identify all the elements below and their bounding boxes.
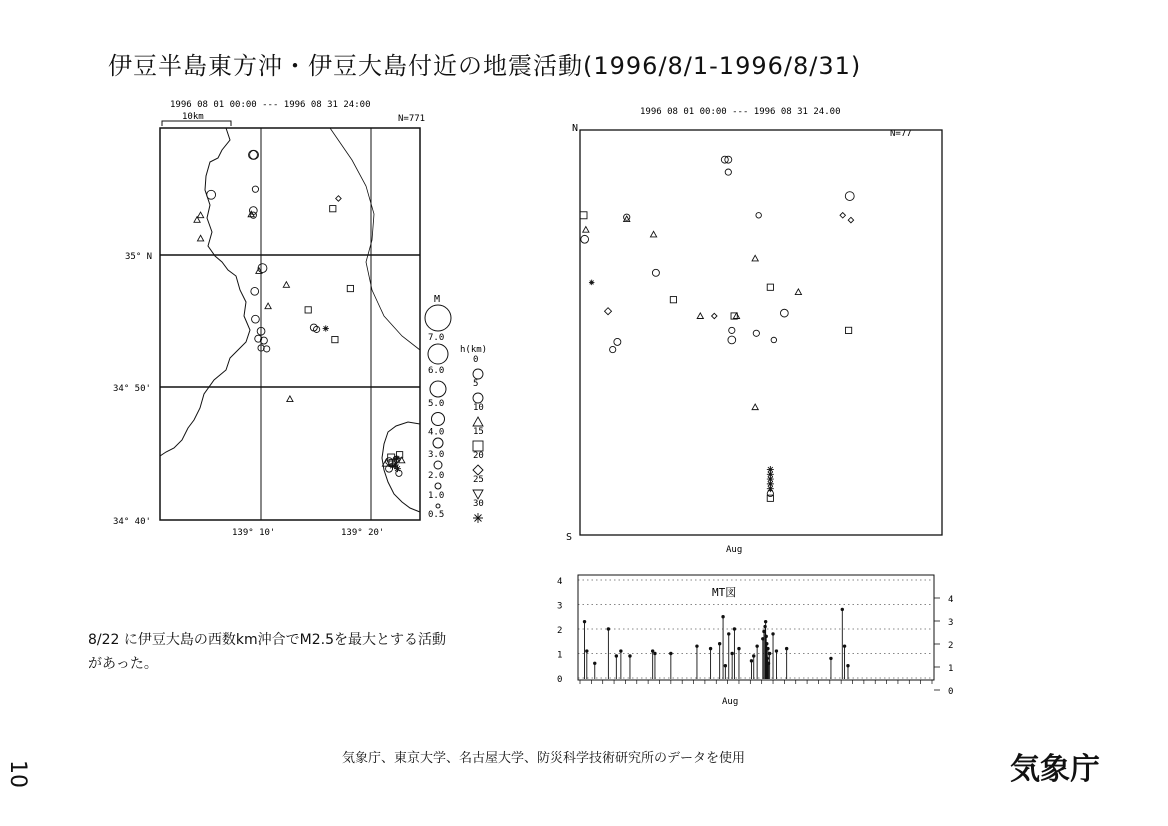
mt-bar <box>843 644 846 679</box>
mt-bar <box>841 608 844 679</box>
description <box>88 628 508 676</box>
legend-h-item <box>473 427 484 451</box>
mt-ytick-right: 1 <box>948 664 954 674</box>
page-number: 10 <box>5 760 30 788</box>
legend-h-label: 0 <box>473 355 479 365</box>
mt-diagram <box>557 575 953 707</box>
legend-m-item <box>428 483 444 501</box>
map-point <box>323 325 329 331</box>
legend-h-symbol <box>473 417 483 426</box>
mt-bar <box>607 627 610 679</box>
legend-magnitude <box>425 305 451 520</box>
legend-m-item <box>428 344 448 376</box>
mt-ytick-left: 0 <box>557 675 563 685</box>
lon-tick-13910: 139° 10' <box>232 528 276 538</box>
mt-xlabel: Aug <box>722 697 739 707</box>
mt-bar <box>628 654 631 679</box>
izu-peninsula-coastline <box>160 128 250 456</box>
mt-ytick-right: 4 <box>948 595 954 605</box>
legend-h-title: h(km) <box>460 345 488 355</box>
lat-tick-3450: 34° 50' <box>113 384 151 394</box>
legend-m-label: 3.0 <box>428 450 445 460</box>
st-point <box>756 213 761 218</box>
st-point <box>580 212 587 219</box>
mt-bar <box>724 664 727 679</box>
map-header: 1996 08 01 00:00 --- 1996 08 31 24:00 <box>170 100 371 110</box>
st-point <box>845 327 851 333</box>
legend-m-label: 5.0 <box>428 399 445 409</box>
mt-ytick-right: 2 <box>948 641 954 651</box>
page-title: 伊豆半島東方沖・伊豆大島付近の地震活動(1996/8/1-1996/8/31) <box>108 52 862 80</box>
st-point <box>652 269 659 276</box>
st-point <box>771 337 776 342</box>
space-time-plot <box>566 107 942 555</box>
legend-h-item <box>473 451 484 475</box>
map-epicenter-points <box>194 150 405 476</box>
st-point <box>610 346 616 352</box>
mt-bar <box>593 662 596 679</box>
mt-bar <box>737 647 740 679</box>
st-point <box>670 297 676 303</box>
map-point <box>283 282 289 288</box>
map-point <box>332 336 338 342</box>
lat-tick-35: 35° N <box>125 252 153 262</box>
map-point <box>265 303 271 309</box>
mt-ytick-left: 2 <box>557 626 563 636</box>
st-point <box>780 309 788 317</box>
legend-m-label: 4.0 <box>428 427 445 438</box>
st-point <box>845 192 854 201</box>
map-point <box>252 315 260 323</box>
mt-ytick-left: 4 <box>557 577 563 587</box>
sagami-shelf-line <box>330 128 420 350</box>
st-point <box>733 313 739 319</box>
mt-bar <box>653 652 656 679</box>
lat-tick-3440: 34° 40' <box>113 517 151 527</box>
map-point <box>396 470 402 476</box>
legend-h-label: 25 <box>473 475 484 485</box>
st-point <box>614 338 621 345</box>
mt-bar <box>727 632 730 679</box>
legend-m-item <box>428 413 445 438</box>
legend-m-item <box>428 381 446 409</box>
map-count-label: N=771 <box>398 114 426 124</box>
st-point <box>728 336 736 344</box>
mt-bar <box>785 647 788 679</box>
legend-h-label: 10 <box>473 403 484 413</box>
mt-bar <box>755 644 758 679</box>
map-point <box>330 206 336 212</box>
mt-bar <box>615 654 618 679</box>
mt-bar <box>750 659 753 679</box>
legend-h-symbol <box>473 369 483 379</box>
map-frame <box>160 128 420 520</box>
mt-frame <box>578 575 934 680</box>
data-credit: 気象庁、東京大学、名古屋大学、防災科学技術研究所のデータを使用 <box>342 751 746 766</box>
map-scale-label: 10km <box>182 112 204 122</box>
st-point <box>589 280 594 285</box>
legend-m-item <box>428 438 444 460</box>
st-point <box>712 313 717 318</box>
map-point <box>347 285 353 291</box>
legend-m-label: 2.0 <box>428 471 445 481</box>
st-point <box>795 289 801 295</box>
epicenter-map <box>113 100 425 538</box>
legend-m-item <box>428 461 444 481</box>
legend-h-label: 5 <box>473 379 479 389</box>
st-point <box>725 169 731 175</box>
legend-m-label: 0.5 <box>428 510 445 520</box>
mt-bars <box>583 608 850 679</box>
st-point <box>583 227 589 233</box>
st-point <box>752 404 758 410</box>
map-point <box>287 396 293 402</box>
legend-m-item <box>425 305 451 343</box>
legend-h-symbol <box>473 490 483 499</box>
st-point <box>697 313 703 319</box>
st-point <box>581 235 589 243</box>
mt-ytick-right: 0 <box>948 687 954 697</box>
izu-oshima-coastline <box>382 422 420 512</box>
mt-title: MT図 <box>712 586 737 599</box>
legend-h-symbol <box>473 465 483 475</box>
legend-h-label: 30 <box>473 499 484 509</box>
legend-depth <box>473 355 484 523</box>
mt-ytick-left: 1 <box>557 650 563 661</box>
legend-h-item <box>473 355 483 379</box>
mt-bar <box>721 615 724 679</box>
mt-bar <box>775 649 778 679</box>
legend-h-item <box>473 379 483 403</box>
legend-m-item <box>428 504 444 520</box>
mt-bar <box>771 632 774 679</box>
st-point <box>767 284 773 290</box>
map-legend <box>425 294 487 523</box>
st-point <box>848 217 853 222</box>
st-point <box>650 231 656 237</box>
legend-h-symbol <box>473 513 483 523</box>
mt-bar <box>695 644 698 679</box>
legend-h-symbol <box>473 393 483 403</box>
legend-m-label: 6.0 <box>428 366 445 376</box>
legend-h-item <box>473 403 484 426</box>
st-point <box>729 327 735 333</box>
agency-name: 気象庁 <box>1010 752 1100 787</box>
map-point <box>197 212 203 218</box>
legend-m-label: 7.0 <box>428 333 445 343</box>
mt-bar <box>718 642 721 679</box>
mt-ytick-left: 3 <box>557 601 563 612</box>
mt-bar <box>752 654 755 679</box>
st-frame <box>580 130 942 535</box>
map-point <box>251 287 259 295</box>
legend-m-label: 1.0 <box>428 491 445 501</box>
legend-m-title: M <box>434 294 441 305</box>
mt-bar <box>730 652 733 679</box>
map-point <box>197 235 203 241</box>
st-point <box>753 330 759 336</box>
legend-h-label: 15 <box>473 427 484 437</box>
map-point <box>305 307 311 313</box>
mt-bar <box>669 652 672 679</box>
description-line-2: があった。 <box>88 656 158 672</box>
map-point <box>207 190 216 199</box>
mt-ytick-right: 3 <box>948 618 954 628</box>
st-point <box>752 255 758 261</box>
st-point <box>605 308 612 315</box>
map-point <box>336 196 341 201</box>
legend-h-item <box>473 475 484 499</box>
st-xlabel: Aug <box>726 545 743 555</box>
map-point <box>252 186 258 192</box>
st-header: 1996 08 01 00:00 --- 1996 08 31 24.00 <box>640 107 841 117</box>
lon-tick-13920: 139° 20' <box>341 528 385 538</box>
mt-bar <box>829 657 832 679</box>
legend-h-label: 20 <box>473 451 484 461</box>
st-north-label: N <box>572 123 579 134</box>
st-points <box>580 156 854 501</box>
mt-bar <box>846 664 849 679</box>
legend-h-item <box>473 499 484 523</box>
description-line-1: 8/22 に伊豆大島の西数km沖合でM2.5を最大とする活動 <box>88 632 446 648</box>
st-south-label: S <box>566 532 573 543</box>
st-point <box>840 213 845 218</box>
legend-h-symbol <box>473 441 483 451</box>
st-count-label: N=77 <box>890 129 912 139</box>
mt-bar <box>709 647 712 679</box>
